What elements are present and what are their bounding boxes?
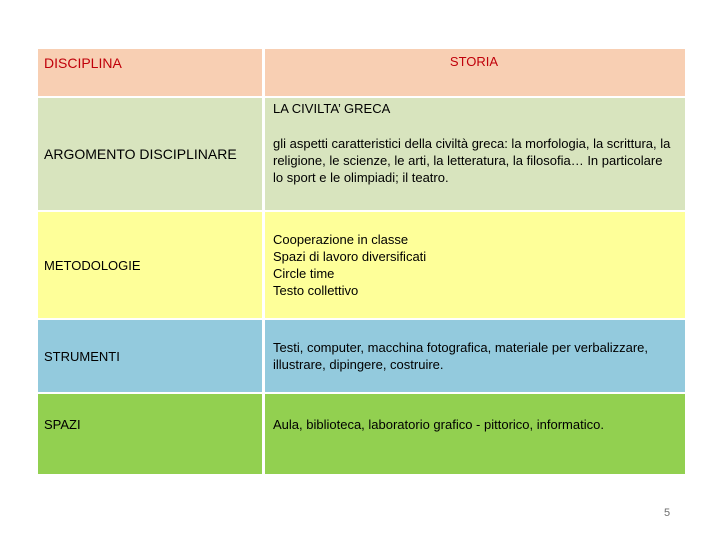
disciplina-label: DISCIPLINA	[44, 55, 122, 71]
spazi-content	[262, 394, 685, 474]
spazi-text: Aula, biblioteca, laboratorio grafico - pittorico, informatico.	[273, 416, 604, 432]
argomento-label: ARGOMENTO DISCIPLINARE	[44, 146, 237, 162]
argomento-content	[262, 98, 685, 210]
metodologie-line: Cooperazione in classe	[273, 232, 409, 247]
disciplina-value: STORIA	[262, 49, 685, 96]
metodologie-line: Spazi di lavoro diversificati	[273, 249, 427, 264]
table-row-argomento	[38, 96, 685, 210]
strumenti-content	[262, 320, 685, 392]
table-row-strumenti	[38, 318, 685, 392]
strumenti-label: STRUMENTI	[44, 348, 120, 364]
argomento-text: gli aspetti caratteristici della civiltà greca: la morfologia, la scrittura, la religione, le scienze, le arti, la letteratura, la filosofia… In particolare lo sport e le olimpiadi; il teatro.	[273, 136, 671, 185]
metodologie-content	[262, 212, 685, 318]
metodologie-line: Circle time	[273, 266, 335, 281]
table-row-metodologie	[38, 210, 685, 318]
metodologie-label: METODOLOGIE	[44, 257, 141, 273]
argomento-title: LA CIVILTA’ GRECA	[273, 101, 391, 116]
lesson-table	[38, 49, 685, 474]
table-row-disciplina	[38, 49, 685, 96]
strumenti-text: Testi, computer, macchina fotografica, materiale per verbalizzare, illustrare, dipingere, costruire.	[273, 340, 649, 372]
table-row-spazi	[38, 392, 685, 474]
page-number: 5	[664, 507, 671, 519]
spazi-label: SPAZI	[44, 416, 81, 432]
metodologie-line: Testo collettivo	[273, 283, 359, 298]
